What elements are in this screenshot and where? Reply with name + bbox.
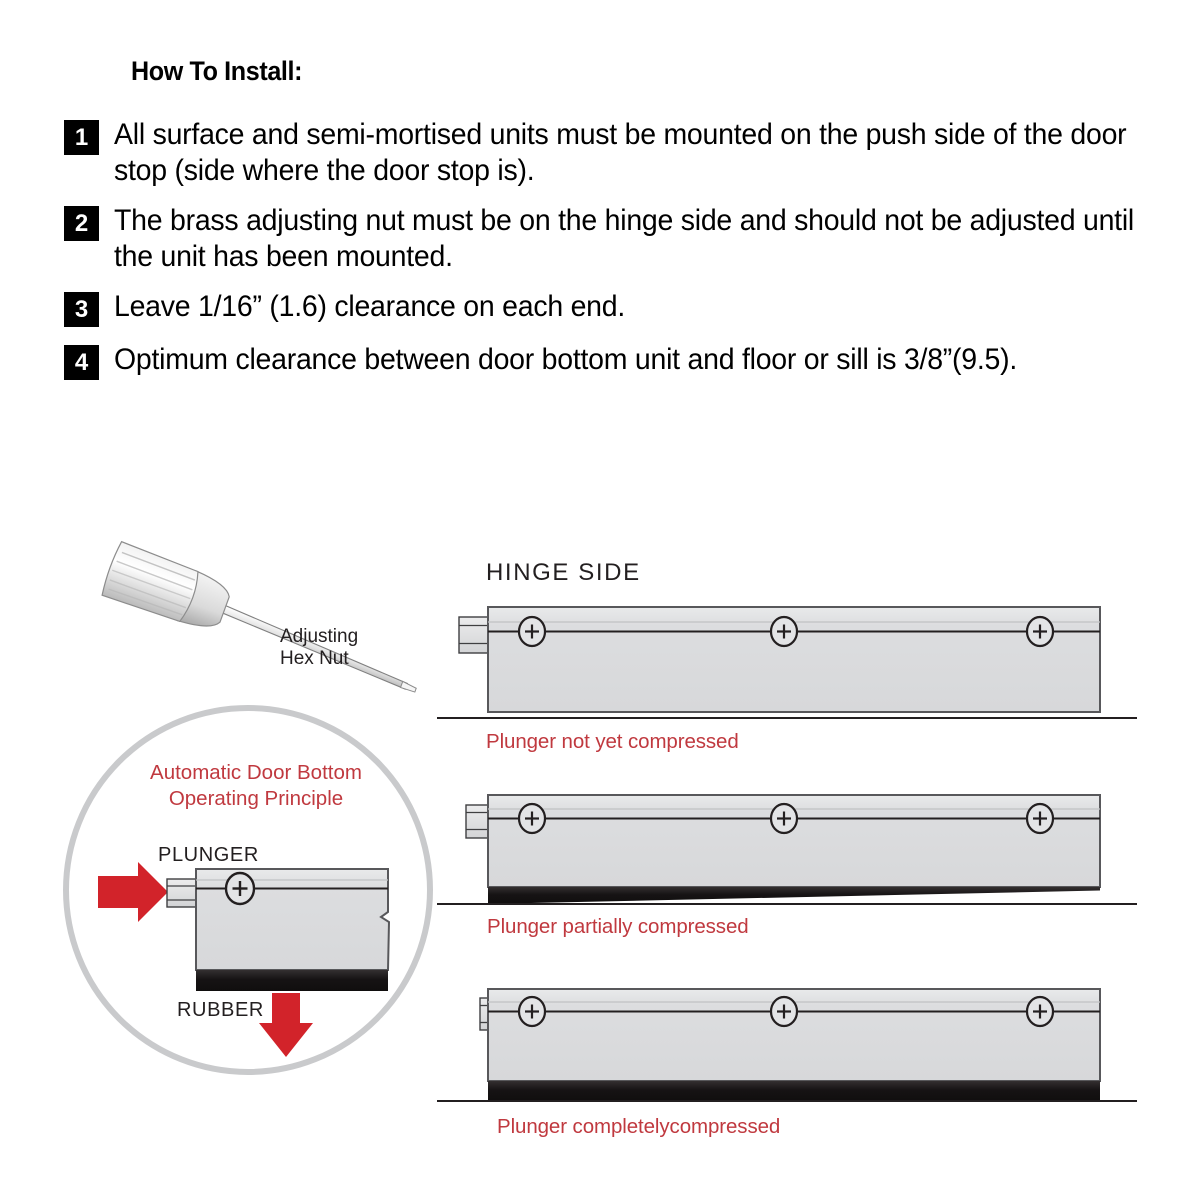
callout-title-line2: Operating Principle — [168, 786, 344, 810]
plunger-tab — [167, 879, 197, 907]
detail-rubber-seal — [196, 970, 388, 991]
step-text: Leave 1/16” (1.6) clearance on each end. — [114, 289, 626, 323]
door-bottom-unit-uncompressed — [437, 607, 1137, 718]
instruction-step — [64, 117, 1174, 189]
caption-partially-compressed: Plunger partially compressed — [487, 915, 749, 938]
hinge-side-label: HINGE SIDE — [486, 559, 641, 586]
step-number-badge: 4 — [64, 345, 99, 380]
instruction-step — [64, 203, 1174, 275]
page-title: How To Install: — [131, 56, 303, 86]
screw-head-icon — [1027, 997, 1053, 1026]
adjusting-hex-nut-label-line1: Adjusting — [280, 626, 359, 647]
plunger-label: PLUNGER — [158, 844, 259, 866]
caption-fully-compressed: Plunger completelycompressed — [497, 1115, 781, 1138]
screw-head-icon — [519, 997, 545, 1026]
step-text: All surface and semi-mortised units must be mounted on the push side of the door stop (side where the door stop is). — [114, 118, 1127, 187]
screw-head-icon — [771, 617, 797, 646]
instruction-step — [64, 342, 1174, 380]
screw-head-icon — [519, 804, 545, 833]
callout-title-line1: Automatic Door Bottom — [150, 761, 362, 784]
rubber-seal-flat — [488, 1081, 1100, 1101]
door-bottom-unit-fully-compressed — [437, 989, 1137, 1101]
screw-head-icon — [771, 804, 797, 833]
adjusting-hex-nut-label-line2: Hex Nut — [280, 648, 349, 670]
rubber-seal-wedge — [488, 887, 1100, 904]
instruction-step — [64, 289, 1174, 327]
door-bottom-unit-partially-compressed — [437, 795, 1137, 904]
adjusting-hex-nut — [459, 617, 491, 653]
step-text: Optimum clearance between door bottom unit and floor or sill is 3/8”(9.5). — [114, 342, 1018, 376]
step-text: The brass adjusting nut must be on the hinge side and should not be adjusted until the unit has been mounted. — [114, 203, 1135, 273]
step-number-badge: 2 — [64, 206, 99, 241]
instruction-steps-list — [64, 117, 1174, 392]
screw-head-icon — [519, 617, 545, 646]
detail-unit-body — [196, 869, 389, 970]
screwdriver-icon — [100, 541, 429, 707]
adjusting-hex-nut-label — [280, 626, 358, 671]
screw-head-icon — [1027, 617, 1053, 646]
screw-head-icon — [226, 873, 254, 904]
screw-head-icon — [771, 997, 797, 1026]
step-number-badge: 1 — [64, 120, 99, 155]
callout-title — [133, 760, 379, 811]
screw-head-icon — [1027, 804, 1053, 833]
rubber-label: RUBBER — [177, 999, 264, 1021]
caption-uncompressed: Plunger not yet compressed — [486, 730, 739, 753]
step-number-badge: 3 — [64, 292, 99, 327]
